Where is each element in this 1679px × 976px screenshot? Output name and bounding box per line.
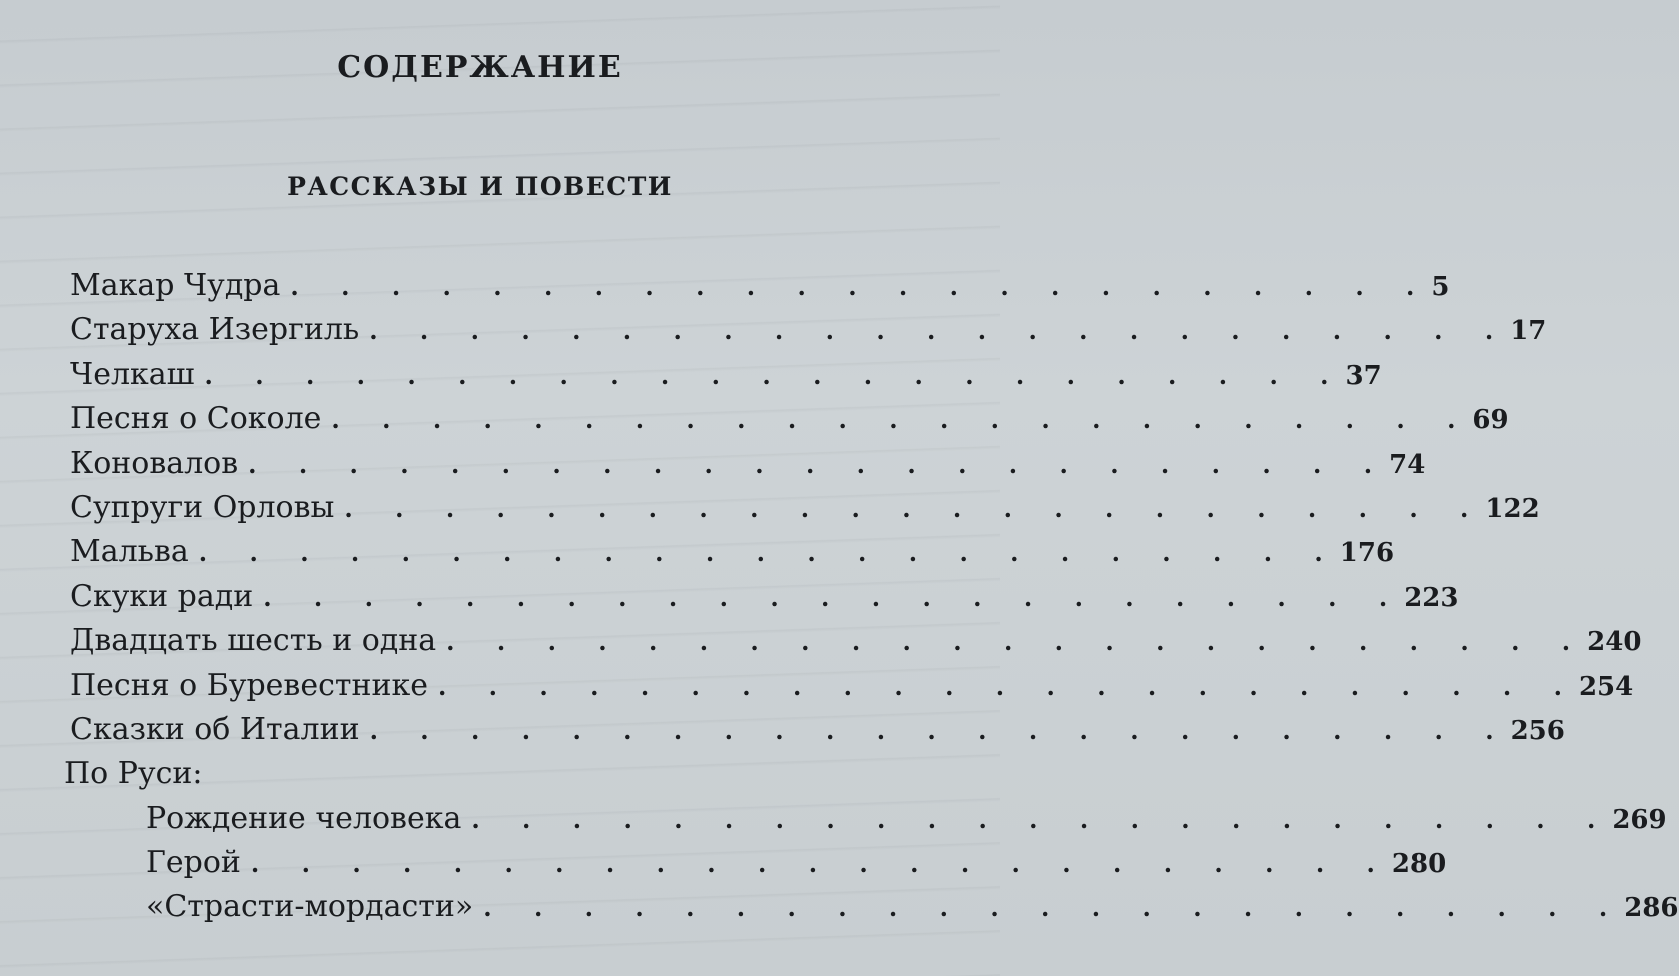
- leader-dots: . . . . . . . . . . . . . . . . . . . . . . .: [483, 893, 1625, 923]
- entry-page: 280: [1391, 849, 1447, 880]
- entry-page: 122: [1485, 493, 1540, 524]
- entry-page: 17: [1510, 316, 1547, 347]
- entry-page: 223: [1404, 582, 1459, 613]
- toc-sub-entry: [146, 841, 1447, 885]
- leader-dots: . . . . . . . . . . . . . . . . . . . . . . .: [437, 671, 1579, 701]
- toc-entry: [70, 708, 1565, 752]
- toc-entry: [70, 353, 1382, 397]
- entry-page: 74: [1389, 449, 1426, 480]
- toc-entry: [70, 486, 1540, 530]
- entry-page: 269: [1612, 804, 1667, 835]
- entry-title: Скуки ради: [70, 578, 254, 614]
- toc-entry: [70, 442, 1426, 486]
- toc-group-heading: [64, 752, 910, 796]
- entry-title: Песня о Буревестнике: [70, 667, 428, 703]
- leader-dots: . . . . . . . . . . . . . . . . . . . . . . .: [369, 715, 1511, 745]
- toc-sub-entry: [146, 885, 1679, 929]
- leader-dots: . . . . . . . . . . . . . . . . . . . . . . .: [344, 493, 1486, 523]
- leader-dots: . . . . . . . . . . . . . . . . . . . . . . .: [446, 627, 1588, 657]
- toc-entry: [70, 530, 1395, 574]
- leader-dots: . . . . . . . . . . . . . . . . . . . . . . .: [369, 316, 1511, 346]
- toc-entry: [70, 619, 1642, 663]
- leader-dots: . . . . . . . . . . . . . . . . . . . . . . .: [263, 582, 1405, 612]
- toc-entry: [70, 264, 1450, 308]
- leader-dots: . . . . . . . . . . . . . . . . . . . . . . .: [250, 849, 1392, 879]
- entry-title: Сказки об Италии: [70, 711, 360, 747]
- leader-dots: . . . . . . . . . . . . . . . . . . . . . . .: [471, 804, 1613, 834]
- entry-title: Мальва: [70, 534, 189, 570]
- entry-page: 286: [1624, 893, 1679, 924]
- toc-sub-entry: [146, 797, 1667, 841]
- entry-page: 69: [1472, 405, 1509, 436]
- entry-page: 240: [1587, 627, 1642, 658]
- leader-dots: . . . . . . . . . . . . . . . . . . . . . . .: [198, 538, 1340, 568]
- entry-title: Челкаш: [70, 356, 195, 392]
- entry-page: 254: [1578, 671, 1634, 702]
- group-title: По Руси:: [64, 756, 203, 792]
- entry-title: Старуха Изергиль: [70, 312, 360, 348]
- toc-entry: [70, 664, 1634, 708]
- contents-heading: СОДЕРЖАНИЕ: [337, 50, 623, 85]
- table-of-contents: [64, 264, 1679, 930]
- entry-page: 176: [1339, 538, 1395, 569]
- leader-dots: . . . . . . . . . . . . . . . . . . . . . . .: [248, 449, 1390, 479]
- entry-title: Макар Чудра: [70, 268, 281, 303]
- entry-page: 256: [1510, 715, 1565, 746]
- entry-title: Двадцать шесть и одна: [70, 623, 437, 659]
- entry-title: Рождение человека: [146, 800, 462, 836]
- section-heading: РАССКАЗЫ И ПОВЕСТИ: [287, 172, 673, 201]
- entry-title: Герой: [146, 845, 241, 881]
- entry-title: «Страсти-мордасти»: [146, 889, 474, 925]
- toc-entry: [70, 308, 1547, 352]
- entry-title: Песня о Соколе: [70, 401, 322, 437]
- toc-entry: [70, 397, 1509, 441]
- toc-entry: [70, 575, 1459, 619]
- entry-title: Супруги Орловы: [70, 489, 335, 525]
- entry-page: 5: [1431, 272, 1450, 302]
- leader-dots: . . . . . . . . . . . . . . . . . . . . . . .: [290, 272, 1432, 301]
- entry-page: 37: [1345, 360, 1382, 391]
- leader-dots: . . . . . . . . . . . . . . . . . . . . . . .: [204, 360, 1346, 390]
- leader-dots: . . . . . . . . . . . . . . . . . . . . . . .: [331, 405, 1473, 435]
- entry-title: Коновалов: [70, 445, 239, 481]
